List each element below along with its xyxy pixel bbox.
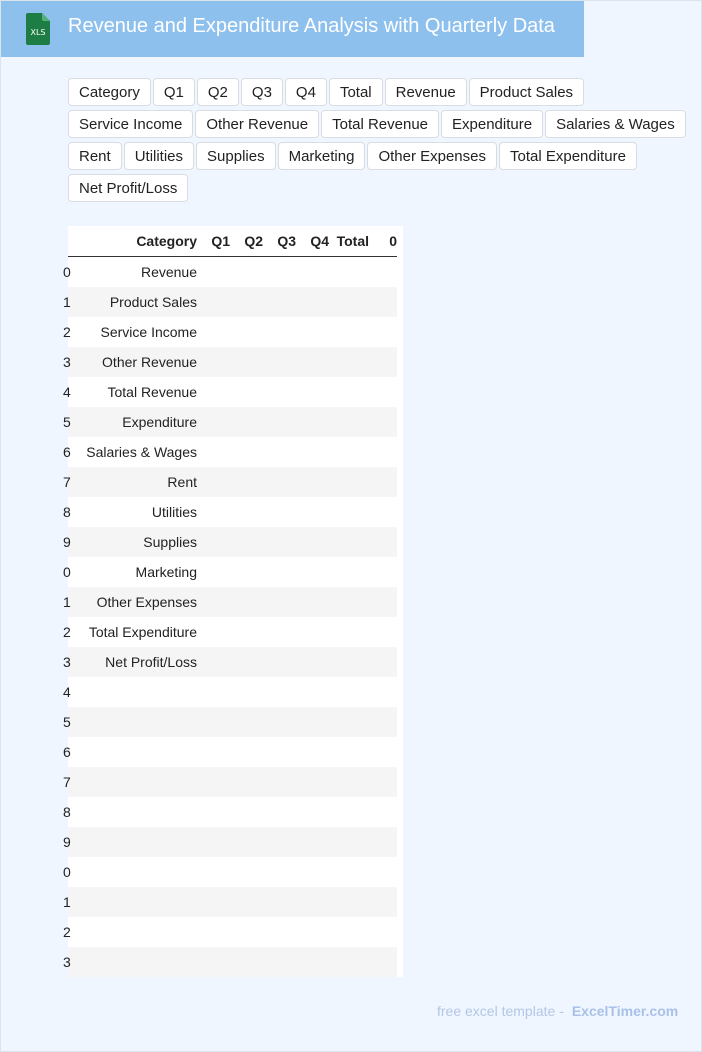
table-row — [68, 827, 397, 857]
column-header-q1: Q1 — [197, 226, 230, 257]
row-q4 — [296, 497, 329, 527]
data-table-container — [63, 226, 403, 977]
row-q1 — [197, 257, 230, 288]
row-category — [72, 737, 197, 767]
row-q1 — [197, 677, 230, 707]
row-category: Other Expenses — [72, 587, 197, 617]
row-zero — [369, 317, 397, 347]
row-total — [329, 677, 369, 707]
row-total — [329, 647, 369, 677]
row-q4 — [296, 647, 329, 677]
row-index-label: 3 — [63, 354, 71, 370]
row-q3 — [263, 797, 296, 827]
row-q2 — [230, 377, 263, 407]
row-q3 — [263, 947, 296, 977]
row-q4 — [296, 857, 329, 887]
row-q4 — [296, 887, 329, 917]
row-q2 — [230, 527, 263, 557]
table-row — [68, 947, 397, 977]
row-zero — [369, 257, 397, 288]
table-row — [68, 797, 397, 827]
xls-file-icon — [24, 13, 52, 45]
row-category — [72, 707, 197, 737]
row-q4 — [296, 467, 329, 497]
row-q4 — [296, 317, 329, 347]
row-q4 — [296, 347, 329, 377]
row-q4 — [296, 557, 329, 587]
column-tag[interactable]: Marketing — [278, 142, 366, 170]
row-zero — [369, 917, 397, 947]
row-zero — [369, 347, 397, 377]
row-zero — [369, 857, 397, 887]
row-index-label: 9 — [63, 834, 71, 850]
row-q4 — [296, 797, 329, 827]
row-zero — [369, 737, 397, 767]
row-q4 — [296, 527, 329, 557]
row-q1 — [197, 377, 230, 407]
row-q2 — [230, 317, 263, 347]
row-category — [72, 857, 197, 887]
row-zero — [369, 647, 397, 677]
row-q1 — [197, 857, 230, 887]
row-q3 — [263, 437, 296, 467]
row-total — [329, 527, 369, 557]
row-zero — [369, 827, 397, 857]
row-index-label: 2 — [63, 324, 71, 340]
footer-prefix: free excel template - — [437, 1003, 564, 1019]
row-q1 — [197, 617, 230, 647]
row-total — [329, 947, 369, 977]
table-row — [68, 617, 397, 647]
row-total — [329, 377, 369, 407]
table-row — [68, 737, 397, 767]
row-q1 — [197, 287, 230, 317]
row-q3 — [263, 347, 296, 377]
table-row — [68, 587, 397, 617]
row-category: Service Income — [72, 317, 197, 347]
row-category: Total Revenue — [72, 377, 197, 407]
column-header-category: Category — [72, 226, 197, 257]
row-total — [329, 407, 369, 437]
row-q4 — [296, 617, 329, 647]
row-total — [329, 437, 369, 467]
row-q3 — [263, 617, 296, 647]
row-q3 — [263, 527, 296, 557]
row-category: Salaries & Wages — [72, 437, 197, 467]
row-zero — [369, 437, 397, 467]
row-q2 — [230, 917, 263, 947]
row-q1 — [197, 497, 230, 527]
table-row — [68, 437, 397, 467]
row-q3 — [263, 257, 296, 288]
table-row — [68, 557, 397, 587]
row-q2 — [230, 677, 263, 707]
row-q2 — [230, 617, 263, 647]
row-q1 — [197, 707, 230, 737]
row-q1 — [197, 437, 230, 467]
row-category — [72, 677, 197, 707]
footer-credit — [437, 1003, 678, 1019]
row-index-label: 8 — [63, 804, 71, 820]
row-q3 — [263, 497, 296, 527]
table-row — [68, 287, 397, 317]
row-index-label: 6 — [63, 744, 71, 760]
table-row — [68, 347, 397, 377]
row-q1 — [197, 887, 230, 917]
row-zero — [369, 497, 397, 527]
row-category — [72, 917, 197, 947]
column-tag[interactable]: Category — [68, 78, 151, 106]
table-row — [68, 527, 397, 557]
row-q1 — [197, 557, 230, 587]
row-category — [72, 947, 197, 977]
row-total — [329, 467, 369, 497]
column-tag[interactable]: Total Expenditure — [499, 142, 637, 170]
row-q1 — [197, 467, 230, 497]
row-q3 — [263, 377, 296, 407]
row-q4 — [296, 257, 329, 288]
row-category: Total Expenditure — [72, 617, 197, 647]
row-q1 — [197, 407, 230, 437]
column-header-zero: 0 — [369, 226, 397, 257]
row-q2 — [230, 857, 263, 887]
row-category: Revenue — [72, 257, 197, 288]
row-category — [72, 797, 197, 827]
row-zero — [369, 407, 397, 437]
row-index-label: 6 — [63, 444, 71, 460]
row-zero — [369, 527, 397, 557]
row-q3 — [263, 647, 296, 677]
column-tag[interactable]: Supplies — [196, 142, 276, 170]
table-row — [68, 257, 397, 288]
table-row — [68, 467, 397, 497]
row-category: Marketing — [72, 557, 197, 587]
row-q2 — [230, 647, 263, 677]
row-q3 — [263, 887, 296, 917]
row-index-label: 0 — [63, 564, 71, 580]
row-q1 — [197, 527, 230, 557]
column-header-q4: Q4 — [296, 226, 329, 257]
row-zero — [369, 587, 397, 617]
row-index-label: 5 — [63, 714, 71, 730]
row-q2 — [230, 497, 263, 527]
row-total — [329, 587, 369, 617]
row-q1 — [197, 317, 230, 347]
column-header-q2: Q2 — [230, 226, 263, 257]
row-q3 — [263, 917, 296, 947]
row-total — [329, 737, 369, 767]
row-q3 — [263, 317, 296, 347]
row-q4 — [296, 587, 329, 617]
row-q2 — [230, 557, 263, 587]
column-tag[interactable]: Expenditure — [441, 110, 543, 138]
row-index-label: 0 — [63, 864, 71, 880]
row-q2 — [230, 827, 263, 857]
row-q2 — [230, 797, 263, 827]
column-tag[interactable]: Other Revenue — [195, 110, 319, 138]
table-header-row — [68, 226, 397, 257]
footer-brand-link[interactable]: ExcelTimer.com — [571, 1003, 679, 1019]
row-q4 — [296, 737, 329, 767]
row-q1 — [197, 767, 230, 797]
row-q1 — [197, 797, 230, 827]
row-index-label: 9 — [63, 534, 71, 550]
table-row — [68, 707, 397, 737]
row-total — [329, 287, 369, 317]
row-category — [72, 767, 197, 797]
row-category: Product Sales — [72, 287, 197, 317]
column-header-total: Total — [329, 226, 369, 257]
row-total — [329, 497, 369, 527]
table-row — [68, 887, 397, 917]
xls-icon-label: XLS — [30, 28, 46, 37]
row-total — [329, 617, 369, 647]
column-tag[interactable]: Q3 — [241, 78, 283, 106]
row-q3 — [263, 467, 296, 497]
row-q1 — [197, 917, 230, 947]
column-tag[interactable]: Salaries & Wages — [545, 110, 686, 138]
row-q1 — [197, 347, 230, 377]
row-q3 — [263, 287, 296, 317]
row-category — [72, 887, 197, 917]
row-total — [329, 317, 369, 347]
row-q4 — [296, 947, 329, 977]
row-category: Supplies — [72, 527, 197, 557]
row-category: Expenditure — [72, 407, 197, 437]
column-tag-list — [68, 78, 688, 206]
row-zero — [369, 707, 397, 737]
table-row — [68, 317, 397, 347]
row-q2 — [230, 257, 263, 288]
row-q2 — [230, 887, 263, 917]
column-tag[interactable]: Service Income — [68, 110, 193, 138]
column-tag[interactable]: Q4 — [285, 78, 327, 106]
row-zero — [369, 797, 397, 827]
row-q2 — [230, 707, 263, 737]
column-tag[interactable]: Total — [329, 78, 383, 106]
table-row — [68, 647, 397, 677]
page-title: Revenue and Expenditure Analysis with Quarterly Data — [68, 15, 555, 37]
row-index-label: 1 — [63, 294, 71, 310]
column-tag[interactable]: Net Profit/Loss — [68, 174, 188, 202]
row-total — [329, 767, 369, 797]
table-row — [68, 497, 397, 527]
table-row — [68, 677, 397, 707]
row-q1 — [197, 827, 230, 857]
row-q3 — [263, 827, 296, 857]
row-total — [329, 857, 369, 887]
row-total — [329, 887, 369, 917]
row-index-label: 1 — [63, 894, 71, 910]
row-zero — [369, 617, 397, 647]
row-category: Utilities — [72, 497, 197, 527]
row-category: Rent — [72, 467, 197, 497]
row-q4 — [296, 437, 329, 467]
row-index-label: 2 — [63, 624, 71, 640]
row-q3 — [263, 857, 296, 887]
row-zero — [369, 677, 397, 707]
row-total — [329, 827, 369, 857]
table-row — [68, 377, 397, 407]
row-total — [329, 257, 369, 288]
row-q3 — [263, 767, 296, 797]
row-index-label: 3 — [63, 954, 71, 970]
row-category — [72, 827, 197, 857]
column-tag[interactable]: Q1 — [153, 78, 195, 106]
row-q4 — [296, 407, 329, 437]
row-q3 — [263, 737, 296, 767]
row-zero — [369, 377, 397, 407]
row-q4 — [296, 827, 329, 857]
column-tag[interactable]: Utilities — [124, 142, 194, 170]
row-zero — [369, 947, 397, 977]
row-total — [329, 797, 369, 827]
column-tag[interactable]: Other Expenses — [367, 142, 497, 170]
row-index-label: 1 — [63, 594, 71, 610]
row-q4 — [296, 287, 329, 317]
row-zero — [369, 287, 397, 317]
column-tag[interactable]: Product Sales — [469, 78, 584, 106]
row-index-label: 5 — [63, 414, 71, 430]
table-row — [68, 917, 397, 947]
data-table — [63, 226, 397, 977]
title-banner — [1, 1, 584, 57]
row-q2 — [230, 407, 263, 437]
row-q4 — [296, 677, 329, 707]
row-zero — [369, 767, 397, 797]
row-q2 — [230, 767, 263, 797]
row-q4 — [296, 917, 329, 947]
row-q3 — [263, 587, 296, 617]
row-q2 — [230, 437, 263, 467]
row-q4 — [296, 767, 329, 797]
row-index-label: 4 — [63, 384, 71, 400]
row-total — [329, 917, 369, 947]
row-index-label: 4 — [63, 684, 71, 700]
row-category: Net Profit/Loss — [72, 647, 197, 677]
column-tag[interactable]: Q2 — [197, 78, 239, 106]
row-index-label: 7 — [63, 474, 71, 490]
row-q1 — [197, 737, 230, 767]
row-zero — [369, 467, 397, 497]
row-q2 — [230, 287, 263, 317]
row-index-label: 8 — [63, 504, 71, 520]
row-zero — [369, 557, 397, 587]
row-q3 — [263, 407, 296, 437]
column-tag[interactable]: Rent — [68, 142, 122, 170]
row-q1 — [197, 647, 230, 677]
column-tag[interactable]: Revenue — [385, 78, 467, 106]
column-tag[interactable]: Total Revenue — [321, 110, 439, 138]
row-q3 — [263, 677, 296, 707]
row-index-label: 7 — [63, 774, 71, 790]
row-total — [329, 347, 369, 377]
row-q2 — [230, 947, 263, 977]
row-total — [329, 707, 369, 737]
row-q3 — [263, 707, 296, 737]
table-row — [68, 857, 397, 887]
row-q1 — [197, 947, 230, 977]
row-q2 — [230, 737, 263, 767]
row-q4 — [296, 707, 329, 737]
table-row — [68, 407, 397, 437]
row-zero — [369, 887, 397, 917]
table-row — [68, 767, 397, 797]
row-q4 — [296, 377, 329, 407]
row-index-label: 2 — [63, 924, 71, 940]
column-header-q3: Q3 — [263, 226, 296, 257]
row-q1 — [197, 587, 230, 617]
row-q2 — [230, 347, 263, 377]
row-index-label: 0 — [63, 264, 71, 280]
row-q2 — [230, 587, 263, 617]
row-q3 — [263, 557, 296, 587]
row-category: Other Revenue — [72, 347, 197, 377]
row-index-label: 3 — [63, 654, 71, 670]
row-total — [329, 557, 369, 587]
row-q2 — [230, 467, 263, 497]
